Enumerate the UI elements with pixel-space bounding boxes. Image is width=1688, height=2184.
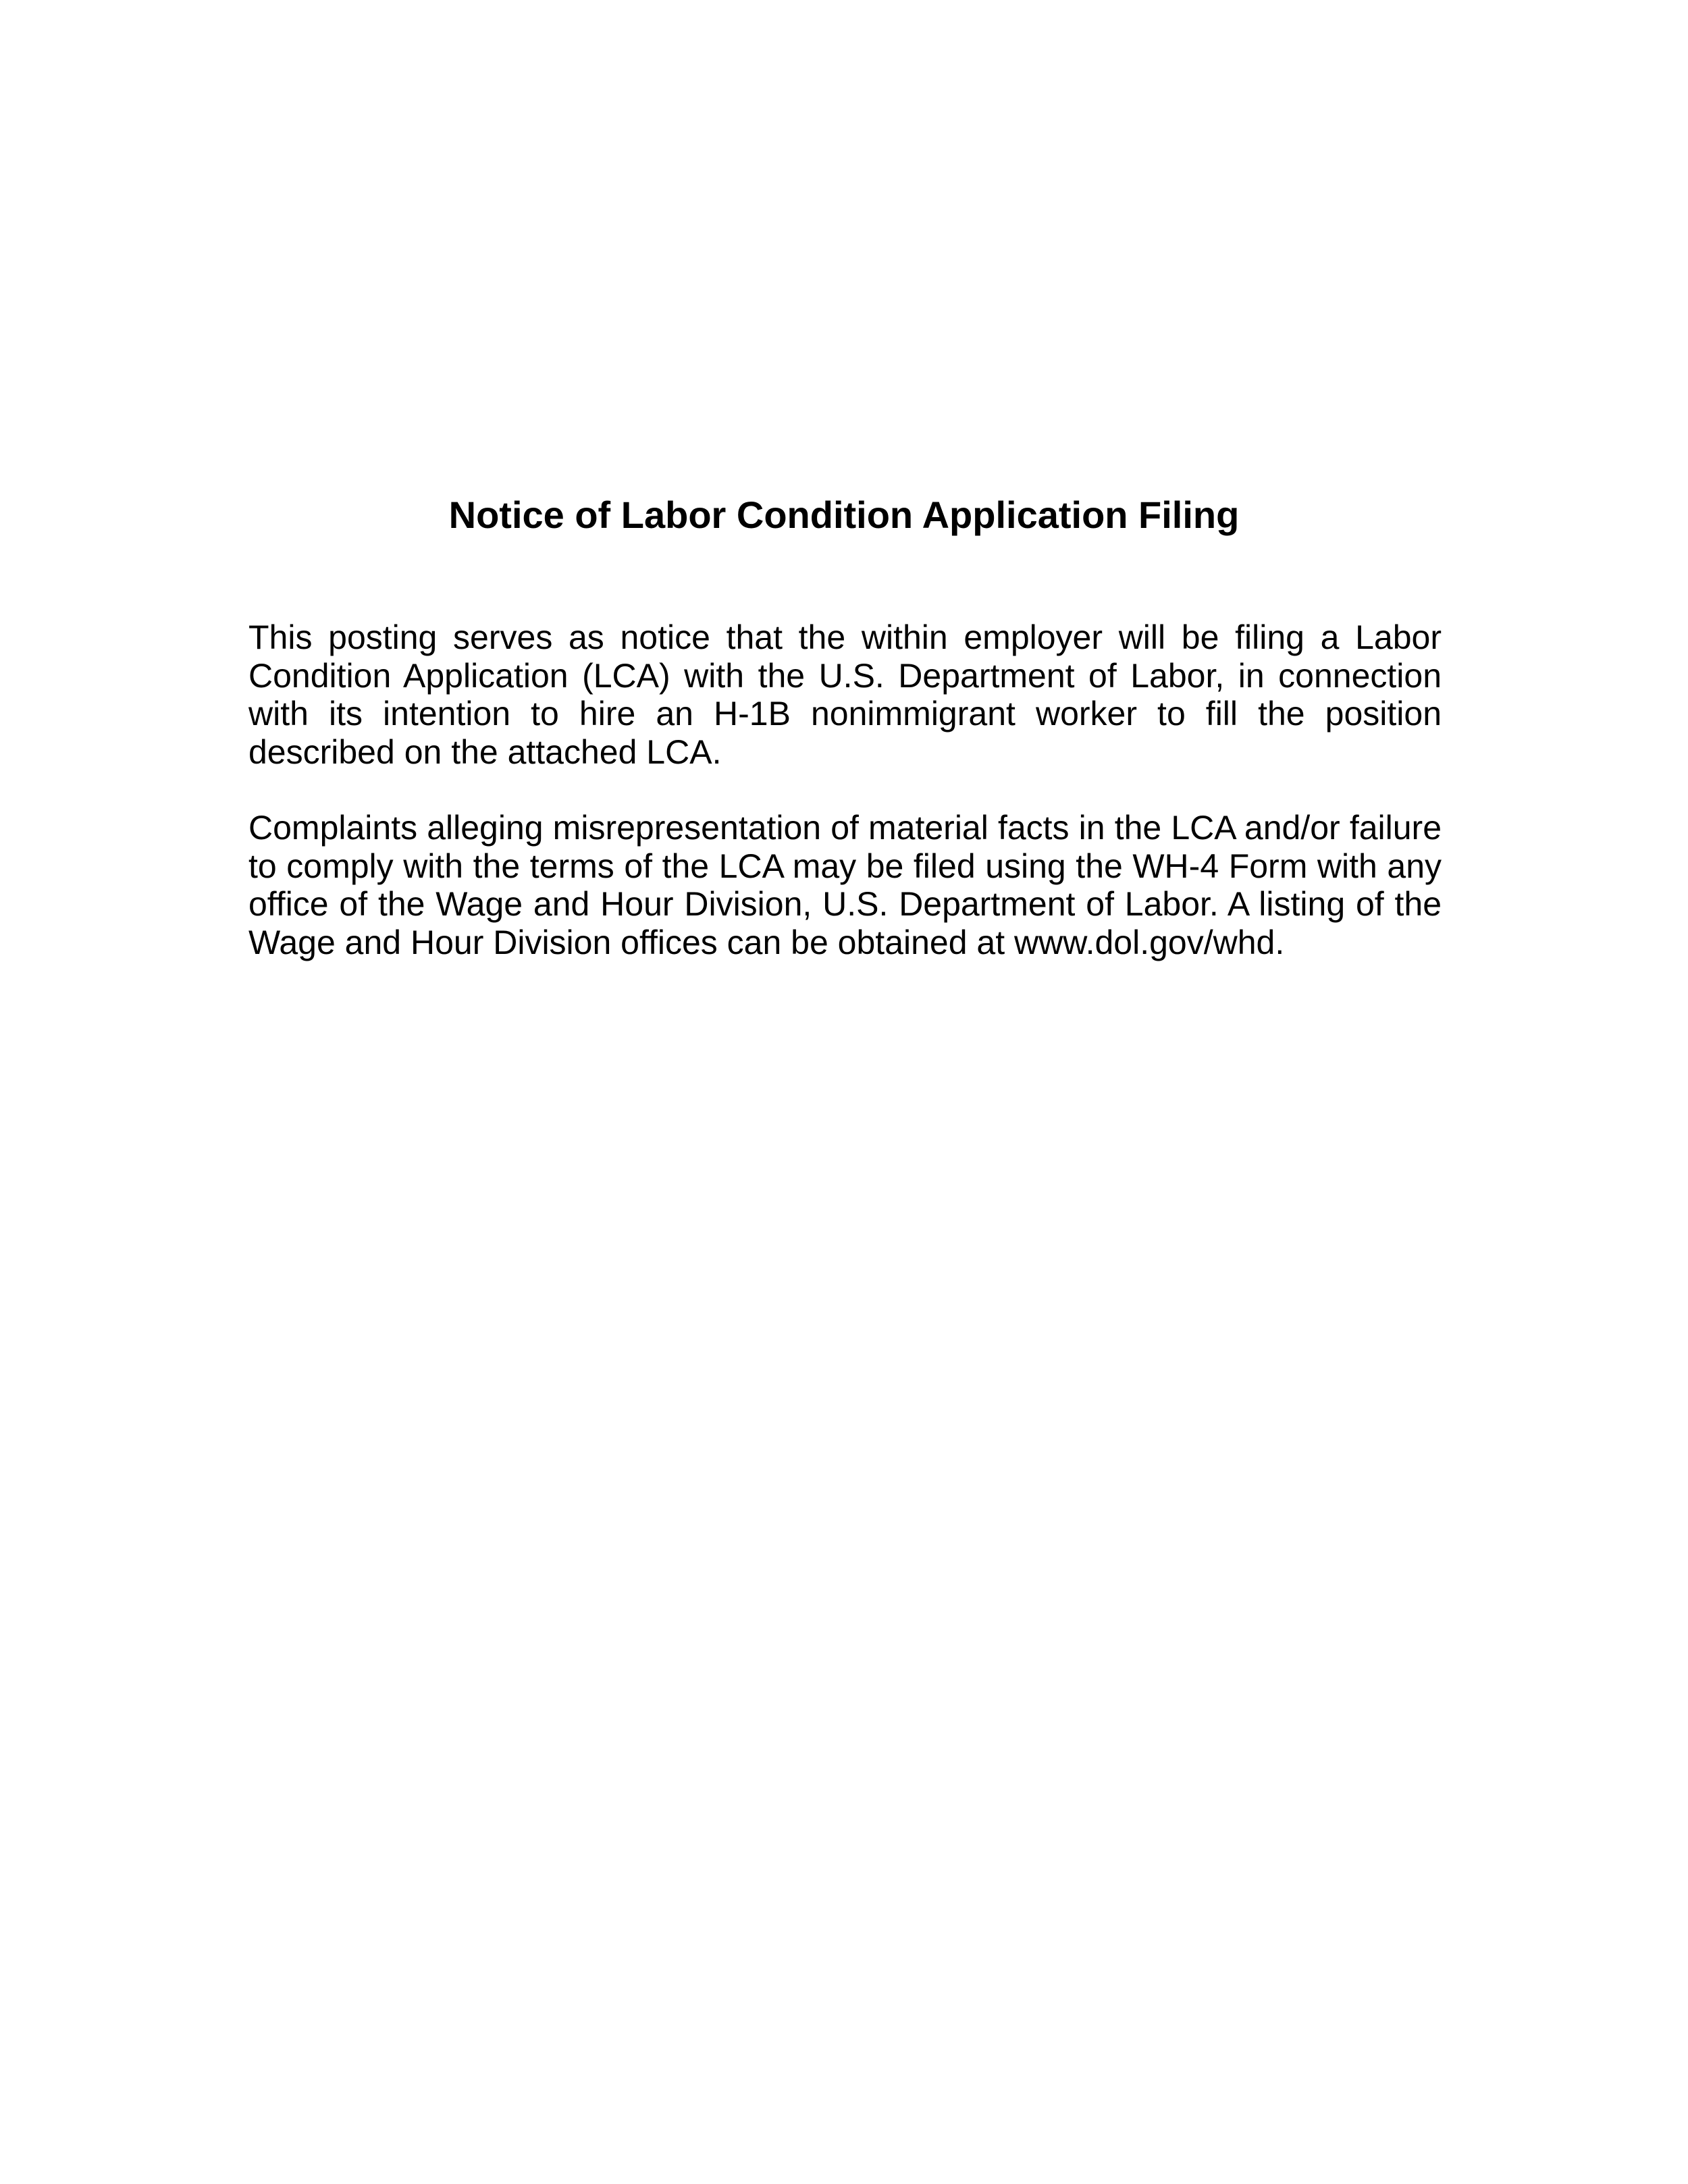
page-title: Notice of Labor Condition Application Filing	[448, 494, 1240, 536]
complaints-paragraph: Complaints alleging misrepresentation of material facts in the LCA and/or failure to comply with the terms of the LCA may be filed using the WH-4 Form with any office of the Wage and Hour Division, U.S. Department of Labor. A listing of the Wage and Hour Division offices can be obtained at www.dol.gov/whd.	[248, 809, 1442, 961]
notice-paragraph: This posting serves as notice that the within employer will be filing a Labor Condition Application (LCA) with the U.S. Department of Labor, in connection with its intention to hire an H-1B nonimmigrant worker to fill the position described on the attached LCA.	[248, 618, 1442, 771]
